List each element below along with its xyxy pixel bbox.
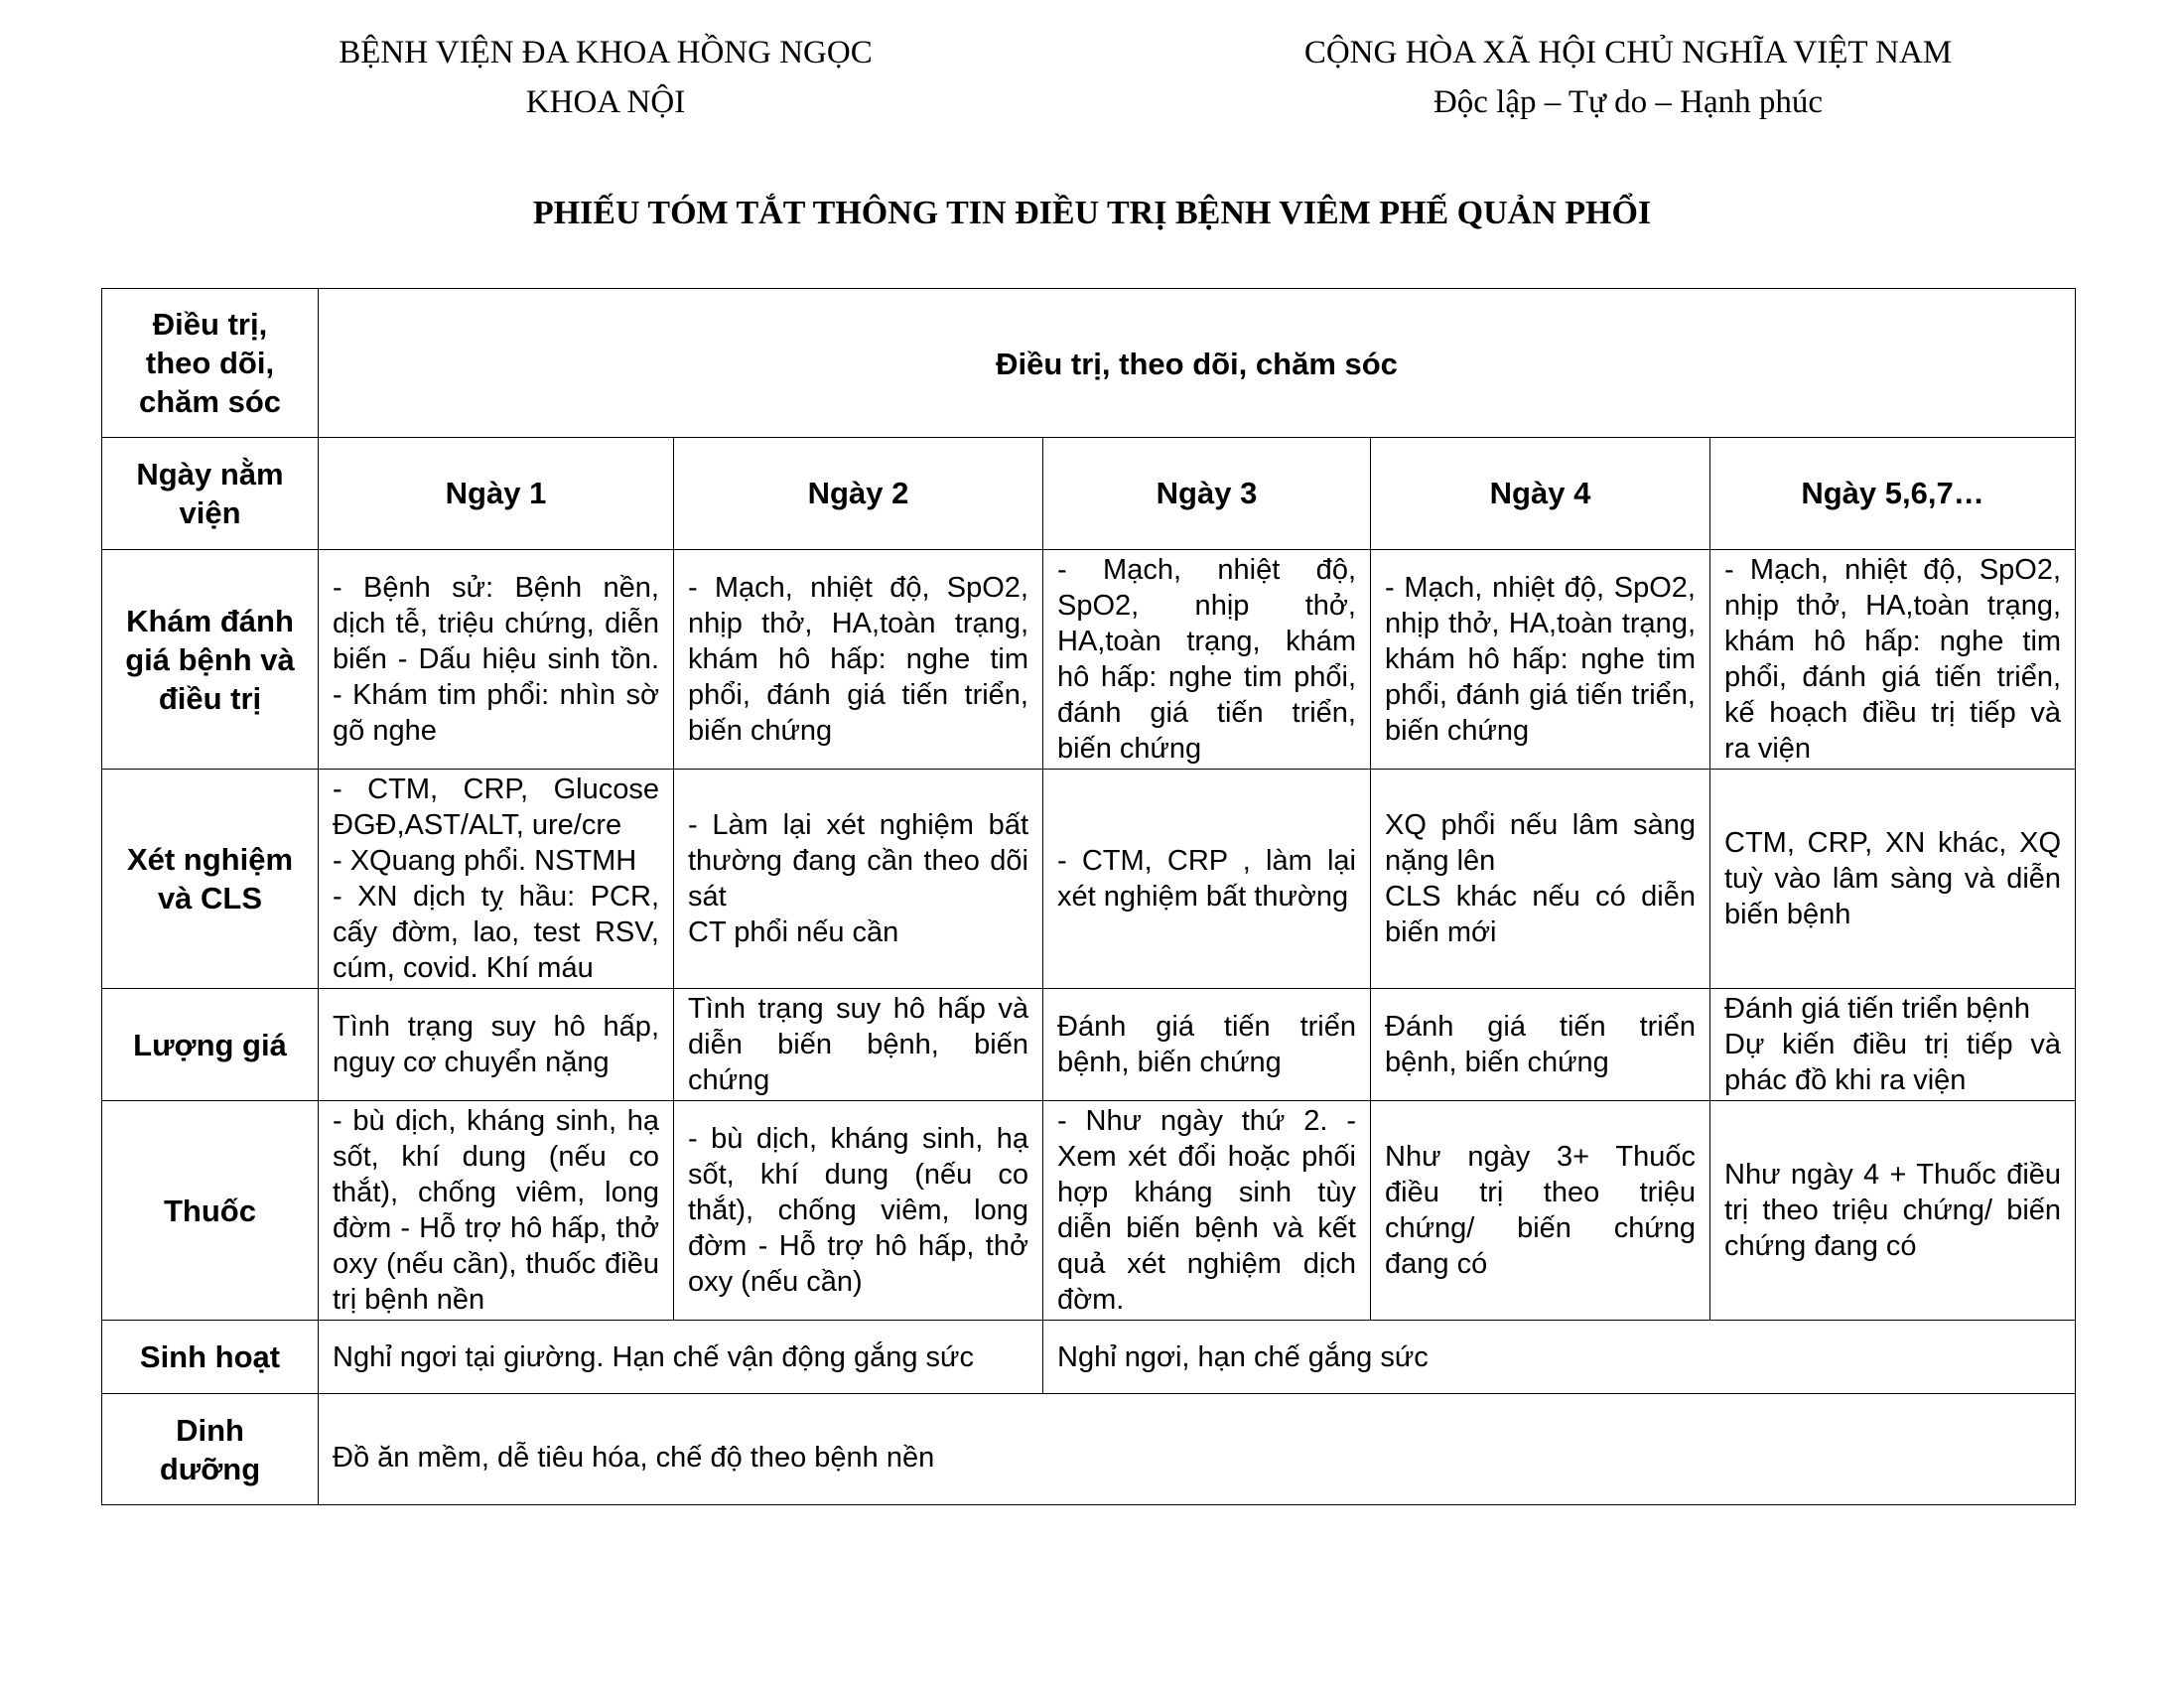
day-header-2: Ngày 2 — [674, 438, 1043, 550]
country-name: CỘNG HÒA XÃ HỘI CHỦ NGHĨA VIỆT NAM — [1303, 35, 1953, 70]
day-header-row — [102, 438, 2076, 550]
tests-day-4: XQ phổi nếu lâm sàng nặng lên CLS khác nếu có diễn biến mới — [1371, 770, 1710, 989]
document-title: PHIẾU TÓM TẮT THÔNG TIN ĐIỀU TRỊ BỆNH VIÊM PHẾ QUẢN PHỔI — [532, 195, 1652, 231]
row-label-exam: Khám đánh giá bệnh và điều trị — [102, 550, 319, 770]
activity-days-1-2: Nghỉ ngơi tại giường. Hạn chế vận động gắng sức — [319, 1321, 1043, 1394]
assessment-day-2: Tình trạng suy hô hấp và diễn biến bệnh, biến chứng — [674, 989, 1043, 1101]
tests-day-5: CTM, CRP, XN khác, XQ tuỳ vào lâm sàng và diễn biến bệnh — [1710, 770, 2076, 989]
table-row — [102, 550, 2076, 770]
medicine-day-5: Như ngày 4 + Thuốc điều trị theo triệu chứng/ biến chứng đang có — [1710, 1101, 2076, 1321]
row-label-activity: Sinh hoạt — [102, 1321, 319, 1394]
table-row — [102, 989, 2076, 1101]
tests-day-2: - Làm lại xét nghiệm bất thường đang cần theo dõi sát CT phổi nếu cần — [674, 770, 1043, 989]
table-row — [102, 1394, 2076, 1505]
row-label-tests: Xét nghiệm và CLS — [102, 770, 319, 989]
row-label-assessment: Lượng giá — [102, 989, 319, 1101]
corner-header-cell: Điều trị, theo dõi, chăm sóc — [102, 289, 319, 438]
row-label-medicine: Thuốc — [102, 1101, 319, 1321]
assessment-day-1: Tình trạng suy hô hấp, nguy cơ chuyển nặng — [319, 989, 674, 1101]
row-label-nutrition: Dinh dưỡng — [102, 1394, 319, 1505]
national-header — [1191, 28, 2065, 127]
activity-days-3-plus: Nghỉ ngơi, hạn chế gắng sức — [1043, 1321, 2076, 1394]
day-row-label: Ngày nằm viện — [102, 438, 319, 550]
national-motto: Độc lập – Tự do – Hạnh phúc — [1433, 84, 1824, 120]
hospital-header — [199, 28, 1013, 127]
assessment-day-5: Đánh giá tiến triển bệnh Dự kiến điều trị tiếp và phác đồ khi ra viện — [1710, 989, 2076, 1101]
table-header-row — [102, 289, 2076, 438]
table-row — [102, 1321, 2076, 1394]
hospital-name: BỆNH VIỆN ĐA KHOA HỒNG NGỌC — [339, 35, 873, 70]
nutrition-cell: Đồ ăn mềm, dễ tiêu hóa, chế độ theo bệnh nền — [319, 1394, 2076, 1505]
exam-day-2: - Mạch, nhiệt độ, SpO2, nhịp thở, HA,toàn trạng, khám hô hấp: nghe tim phổi, đánh giá tiến triển, biến chứng — [674, 550, 1043, 770]
treatment-summary-table — [101, 288, 2076, 1505]
exam-day-3: - Mạch, nhiệt độ, SpO2, nhịp thở, HA,toàn trạng, khám hô hấp: nghe tim phổi, đánh giá tiến triển, biến chứng — [1043, 550, 1371, 770]
department-name: KHOA NỘI — [525, 84, 686, 120]
tests-day-3: - CTM, CRP , làm lại xét nghiệm bất thường — [1043, 770, 1371, 989]
tests-day-1: - CTM, CRP, Glucose ĐGĐ,AST/ALT, ure/cre - XQuang phổi. NSTMH - XN dịch tỵ hầu: PCR, cấy đờm, lao, test RSV, cúm, covid. Khí máu — [319, 770, 674, 989]
day-header-5: Ngày 5,6,7… — [1710, 438, 2076, 550]
assessment-day-4: Đánh giá tiến triển bệnh, biến chứng — [1371, 989, 1710, 1101]
exam-day-5: - Mạch, nhiệt độ, SpO2, nhịp thở, HA,toàn trạng, khám hô hấp: nghe tim phổi, đánh giá tiến triển, kế hoạch điều trị tiếp và ra viện — [1710, 550, 2076, 770]
assessment-day-3: Đánh giá tiến triển bệnh, biến chứng — [1043, 989, 1371, 1101]
medicine-day-3: - Như ngày thứ 2. - Xem xét đổi hoặc phối hợp kháng sinh tùy diễn biến bệnh và kết quả xét nghiệm dịch đờm. — [1043, 1101, 1371, 1321]
table-row — [102, 1101, 2076, 1321]
medicine-day-2: - bù dịch, kháng sinh, hạ sốt, khí dung (nếu co thắt), chống viêm, long đờm - Hỗ trợ hô hấp, thở oxy (nếu cần) — [674, 1101, 1043, 1321]
medicine-day-1: - bù dịch, kháng sinh, hạ sốt, khí dung (nếu co thắt), chống viêm, long đờm - Hỗ trợ hô hấp, thở oxy (nếu cần), thuốc điều trị bệnh nền — [319, 1101, 674, 1321]
exam-day-4: - Mạch, nhiệt độ, SpO2, nhịp thở, HA,toàn trạng, khám hô hấp: nghe tim phổi, đánh giá tiến triển, biến chứng — [1371, 550, 1710, 770]
table-row — [102, 770, 2076, 989]
span-header-cell: Điều trị, theo dõi, chăm sóc — [319, 289, 2076, 438]
day-header-1: Ngày 1 — [319, 438, 674, 550]
medicine-day-4: Như ngày 3+ Thuốc điều trị theo triệu chứng/ biến chứng đang có — [1371, 1101, 1710, 1321]
day-header-4: Ngày 4 — [1371, 438, 1710, 550]
day-header-3: Ngày 3 — [1043, 438, 1371, 550]
exam-day-1: - Bệnh sử: Bệnh nền, dịch tễ, triệu chứng, diễn biến - Dấu hiệu sinh tồn. - Khám tim phổi: nhìn sờ gõ nghe — [319, 550, 674, 770]
